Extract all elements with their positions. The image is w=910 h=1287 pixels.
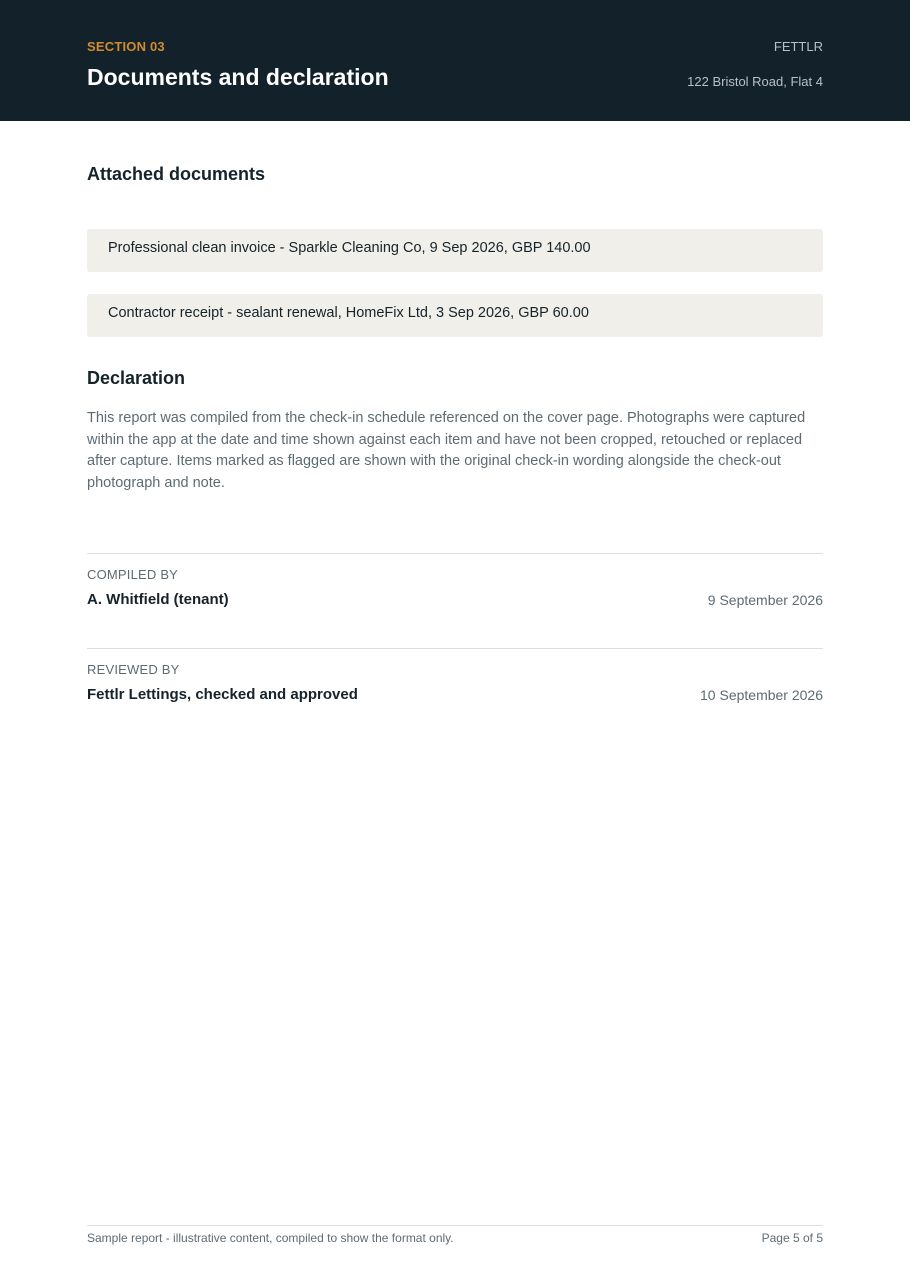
declaration-text: This report was compiled from the check-in schedule referenced on the cover page. Photographs were captured within the app at the date and time shown against each item and have not been cropped, retouched or replaced after capture. Items marked as flagged are shown with the original check-in wording alongside the check-out photograph and note. <box>87 410 806 491</box>
reviewed-by-name: Fettlr Lettings, checked and approved <box>87 686 358 703</box>
brand-name: FETTLR <box>773 39 823 54</box>
compiled-by-label: COMPILED BY <box>87 567 179 582</box>
property-address: 122 Bristol Road, Flat 4 <box>687 74 823 89</box>
document-item[interactable]: Contractor receipt - sealant renewal, HomeFix Ltd, 3 Sep 2026, GBP 60.00 <box>87 294 823 337</box>
document-item[interactable]: Professional clean invoice - Sparkle Cleaning Co, 9 Sep 2026, GBP 140.00 <box>87 229 823 272</box>
reviewed-by-label: REVIEWED BY <box>87 662 180 677</box>
compiled-by-name: A. Whitfield (tenant) <box>87 591 229 608</box>
reviewed-by-date: 10 September 2026 <box>700 687 823 703</box>
page-header <box>0 0 910 121</box>
page-number: Page 5 of 5 <box>761 1231 823 1245</box>
footer-divider <box>87 1225 823 1226</box>
divider <box>87 648 823 649</box>
page-title: Documents and declaration <box>87 64 389 90</box>
footer-note: Sample report - illustrative content, compiled to show the format only. <box>87 1231 454 1245</box>
section-label: SECTION 03 <box>87 39 165 54</box>
compiled-by-date: 9 September 2026 <box>707 592 823 608</box>
declaration-heading: Declaration <box>87 368 186 388</box>
attached-documents-heading: Attached documents <box>87 164 266 184</box>
divider <box>87 553 823 554</box>
